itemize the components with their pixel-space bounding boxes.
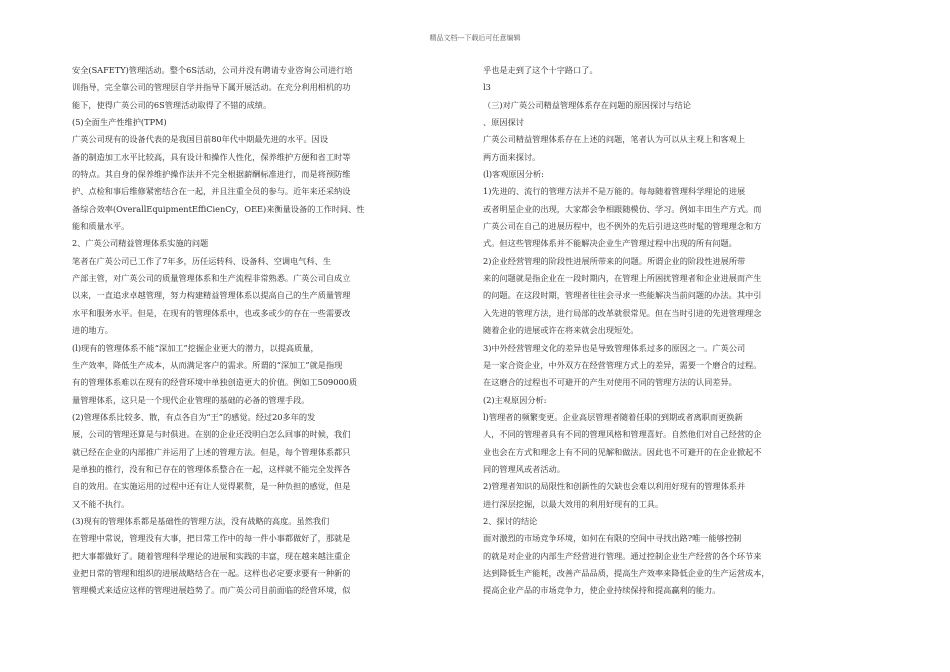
text-line: 水平和服务水平。但是，在现有的管理体系中，也或多或少的存在一些需要改 [72,307,351,318]
text-line: 产部主管，对广英公司的质量管理体系和生产流程非常熟悉。广英公司自成立 [72,273,351,284]
text-line: 就已经在企业的内部推广并运用了上述的管理方法。但是，每个管理体系都只 [72,446,351,457]
text-line: 在这磨合的过程也不可避开的产生对使用不同的管理方法的认同差异。 [483,377,737,388]
text-line: 进的地方。 [72,325,113,336]
text-line: 式。但这些管理体系并不能解决企业生产管理过程中出现的所有问题。 [483,238,737,249]
text-line: 安全(SAFETY)管理活动。整个6S活动，公司并没有聘请专业咨询公司进行培 [72,65,353,75]
text-line: 笔者在广英公司已工作了7年多，历任运转科、设备科、空调电气科、生 [72,255,332,266]
text-line: 进行深层挖掘，以最大效用的利用好现有的工具。 [483,498,664,509]
text-line: 随着企业的进展或许在将来就会出现短处。 [483,325,639,336]
text-line: 2、广英公司精益管理体系实施的问题 [72,238,209,249]
text-line: 备的制造加工水平比较高，具有设计和操作人性化，保养维护方便和省工时等 [72,151,351,162]
text-line: l3 [483,82,491,93]
text-line: (2)管理体系比较多、散，有点各自为“王”的感觉。经过20多年的发 [72,411,316,422]
text-line: 人，不同的管理者具有不同的管理风格和管理喜好。自然他们对自己经营的企 [483,429,762,440]
text-line: 入先进的管理方法，进行局部的改革就很常见。但在当时引进的先进管理理念 [483,307,762,318]
text-line: 有的管理体系难以在现有的经营环境中单独创造更大的价值。例如工509000质 [72,377,358,388]
text-line: 同的管理风或者活动。 [483,463,565,474]
text-line: 管理模式来适应这样的管理进展趋势了。而广英公司目前面临的经营环境，似 [72,585,351,596]
text-line: 是单独的推行，没有和已存在的管理体系整合在一起，这样就不能完全发挥各 [72,463,351,474]
text-line: 能下，使得广英公司的6S管理活动取得了不错的成绩。 [72,99,272,110]
text-line: 的特点。其自身的保养维护操作法并不完全根据薪酬标准进行，而是将预防维 [72,169,351,180]
text-line: 2)企业经营管理的阶段性进展所带来的问题。所谓企业的阶段性进展所带 [483,255,746,266]
text-line: (3)现有的管理体系都是基础性的管理方法，没有战略的高度。虽然我们 [72,515,330,526]
text-line: 业也会在方式和理念上有不同的见解和做法。因此也不可避开的在企业掀起不 [483,446,762,457]
page-header: 精品文档---下载后可任意编辑 [429,34,521,42]
text-line: 的问题。在这段时期，管理者往往会寻求一些能解决当前问题的办法。其中引 [483,290,762,301]
text-line: 3)中外经营管理文化的差异也是导致管理体系过多的原因之一。广英公司 [483,342,746,353]
text-line: (2)主观原因分析: [483,394,547,405]
text-line: 又不能不执行。 [72,498,130,509]
text-line: 面对激烈的市场竞争环境，如何在有限的空间中寻找出路?唯一能够控制 [483,533,742,544]
text-line: 把大事都做好了。随着管理科学理论的进展和实践的丰富，现在越来越注重企 [72,550,351,561]
text-line: l)管理者的频繁变更。企业高层管理者随着任职的到期或者离职而更换新 [483,411,743,422]
text-line: (l)客观原因分析: [483,169,544,180]
text-line: 1)先进的、流行的管理方法并不是万能的。每每随着管理科学理论的进展 [483,186,746,197]
text-line: 乎也是走到了这个十字路口了。 [483,65,598,75]
text-line: (5)全面生产性维护(TPM) [72,117,167,128]
text-line: 、原因探讨 [483,117,524,128]
text-line: 达到降低生产能耗，改善产品品质，提高生产效率来降低企业的生产运营成本， [483,567,770,578]
text-line: 护、点检和事后维修紧密结合在一起，并且注重全员的参与。近年来还采纳设 [72,186,351,197]
text-line: （三)对广英公司精益管理体系存在问题的原因探讨与结论 [483,99,691,110]
text-line: 2)管理者知识的局限性和创新性的欠缺也会难以利用好现有的管理体系并 [483,481,746,492]
text-line: 广英公司现有的设备代表的是我国目前80年代中期最先进的水平。因设 [72,134,329,145]
text-line: 训指导，完全靠公司的管理层自学并指导下属开展活动。在充分利用相机的功 [72,82,351,93]
text-line: 在管理中常说，管理没有大事，把日常工作中的每一件小事都做好了，那就是 [72,533,351,544]
text-line: 量管理体系，这只是一个现代企业管理的基础的必备的管理手段。 [72,394,310,405]
text-line: 能和质量水平。 [72,221,130,232]
text-line: 两方面来探讨。 [483,151,541,162]
right-column [483,62,878,600]
text-line: 生产效率，降低生产成本，从而满足客户的需求。所谓的“深加工”就是指现 [72,359,343,370]
left-column [72,62,467,600]
text-line: 的就是对企业的内部生产经营进行管理。通过控制企业生产经营的各个环节来 [483,550,762,561]
text-line: 备综合效率(OverallEquipmentEffiCienCy，OEE)来衡量设备的工作时间、性 [72,203,365,214]
text-line: 广英公司在自己的进展历程中，也不例外的先后引进这些时髦的管理理念和方 [483,221,762,232]
text-line: 是一家合资企业，中外双方在经营管理方式上的差异，需要一个磨合的过程。 [483,359,762,370]
text-line: 业把日常的管理和组织的进展战略结合在一起。这样也必定要求要有一种新的 [72,567,351,578]
text-line: 展，公司的管理还算是与时俱进。在别的企业还没明白怎么回事的时候，我们 [72,429,351,440]
text-line: 以来，一直追求卓越管理，努力构建精益管理体系以提高自己的生产质量管理 [72,290,351,301]
text-line: 自的效用。在实施运用的过程中还有让人觉得累赘，是一种负担的感觉，但是 [72,481,351,492]
text-line: 或者明星企业的出现，大家都会争相跟随模仿、学习。例如丰田生产方式。而 [483,203,762,214]
text-line: 提高企业产品的市场竞争力，使企业持续保持和提高赢利的能力。 [483,585,721,596]
text-line: 2、探讨的结论 [483,515,538,526]
text-line: 来的问题就是指企业在一段时期内，在管理上所困扰管理者和企业进展而产生 [483,273,762,284]
text-line: 广英公司精益管理体系存在上述的问题，笔者认为可以从主观上和客观上 [483,134,746,145]
text-line: (l)现有的管理体系不能“深加工”挖掘企业更大的潜力，以提高质量， [72,342,319,353]
